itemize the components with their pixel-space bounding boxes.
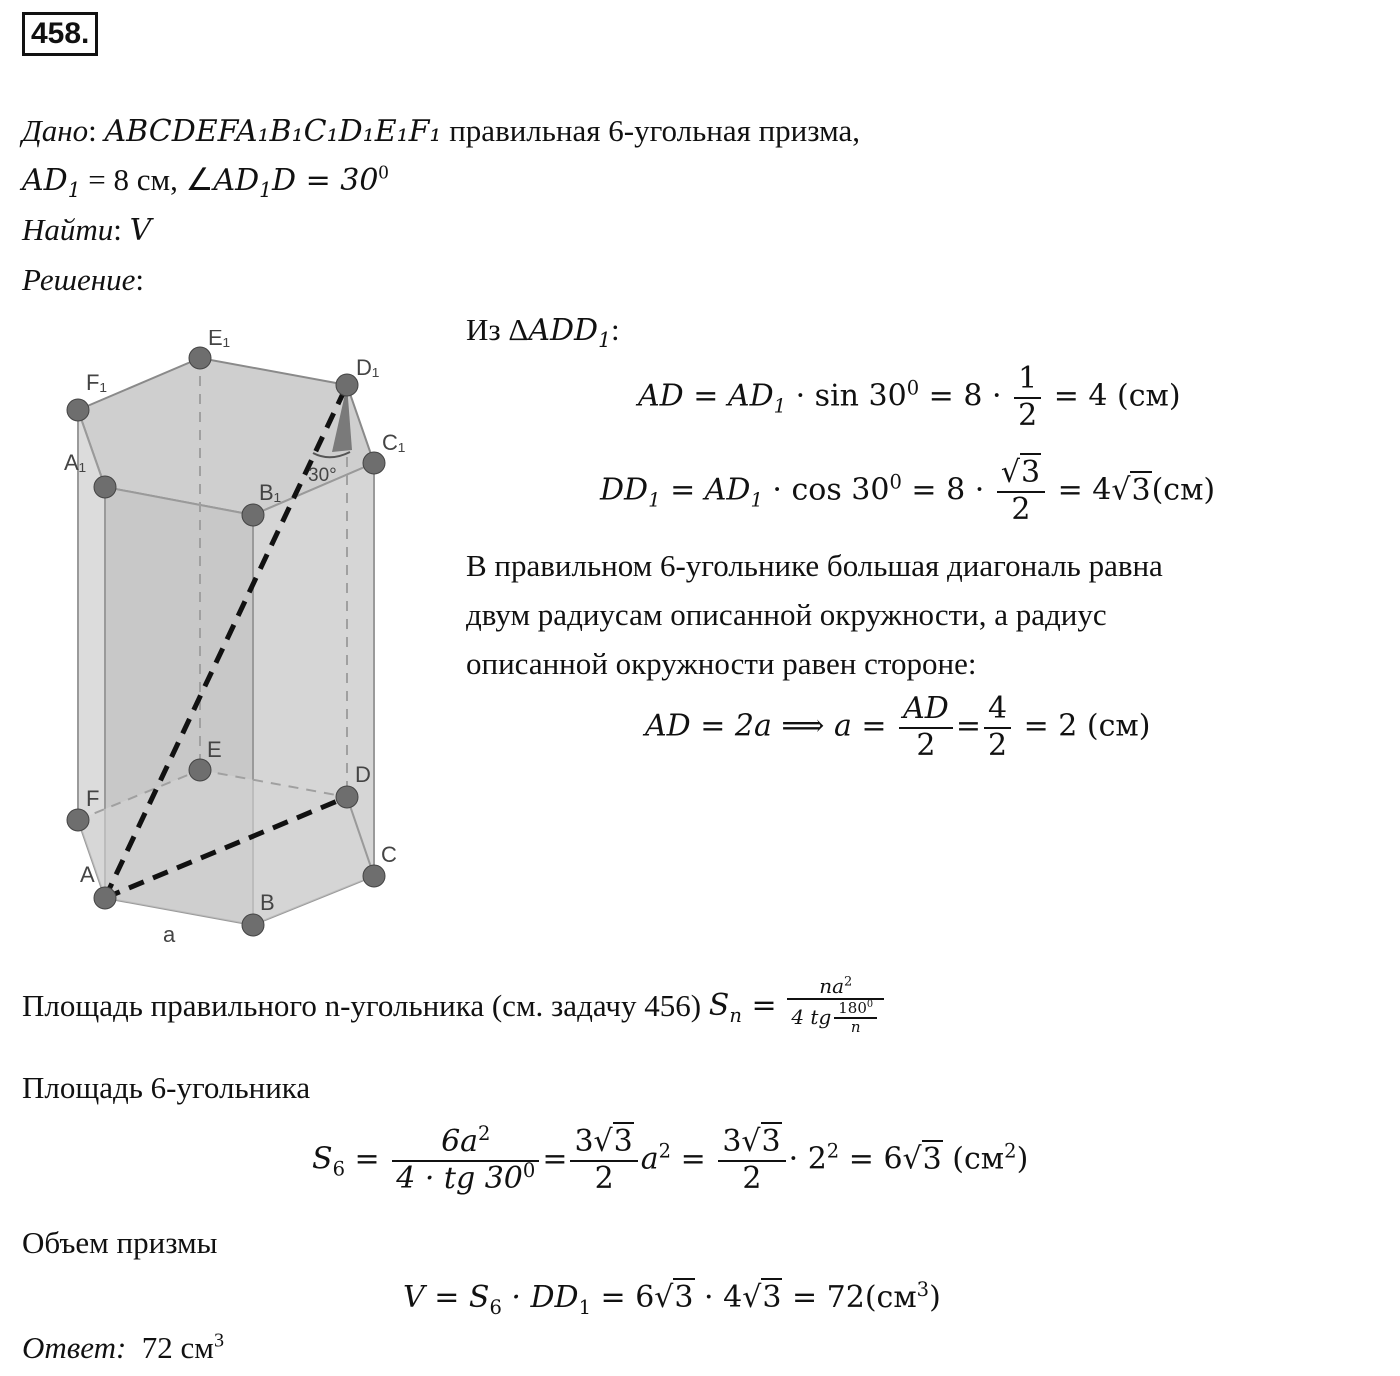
ad1-value: = 8 см, ∠: [88, 162, 214, 197]
eq-ad-num: 1: [1014, 362, 1041, 399]
label-f: F: [86, 786, 100, 811]
eq-ad-den: 2: [1018, 397, 1038, 433]
eq-s6-mid: a: [640, 1141, 659, 1177]
given-label: Дано: [22, 113, 89, 148]
eq-ad-lhs: AD = AD: [638, 378, 774, 414]
eq-s6-sub: 6: [332, 1157, 345, 1181]
area-n-sub: n: [729, 1004, 742, 1028]
volume-line: Объем призмы: [22, 1225, 218, 1260]
area-n-den-den: n: [850, 1018, 861, 1037]
equation-ad: AD = $AD_1 \cdot \sin 30^0 = 8$ · $\frac{1}{2}$ = 4 (см): [638, 361, 1181, 433]
triangle-prefix: Из Δ: [466, 312, 529, 347]
eq-s6-n2: 3: [574, 1124, 594, 1159]
eq-ad-result: = 4 (см): [1053, 378, 1181, 414]
eq-ad-mid: · sin 30: [786, 378, 907, 414]
eq-v-mid-sub: 1: [578, 1296, 591, 1319]
paragraph-line-2: двум радиусам описанной окружности, а радиус: [466, 597, 1107, 632]
triangle-name: ADD: [528, 313, 599, 348]
label-d1: D₁: [356, 355, 380, 380]
label-side-a: a: [163, 922, 176, 947]
find-line: Найти: V: [22, 212, 152, 248]
eq-dd-num: 3: [1020, 455, 1041, 490]
eq-s6-symbol: S: [312, 1141, 333, 1177]
angle-degree: 0: [378, 161, 389, 184]
eq-s6-d2: 2: [594, 1160, 614, 1196]
area-n-line: Площадь правильного n-угольника (см. задачу 456) $S_n$ = $na^2$ 4 tg $\frac{180^0}{n}$: [22, 975, 887, 1037]
eq-v-mid2: = 6: [591, 1280, 655, 1315]
eq-a-num1: AD: [899, 692, 953, 729]
label-a1: A₁: [64, 450, 87, 475]
given-line-2: $AD_1 = 8$ см, $\angle AD_1D = 30^0$: [22, 161, 389, 203]
eq-a-num2: 4: [984, 692, 1011, 729]
label-e1: E₁: [208, 330, 231, 350]
eq-s6-result-rad: 3: [922, 1141, 942, 1177]
triangle-line: [466, 312, 620, 353]
area-n-den-num: 180: [838, 999, 867, 1017]
eq-a-result: = 2 (см): [1023, 708, 1151, 744]
answer-label: Ответ:: [22, 1330, 127, 1365]
ad1-symbol: AD: [22, 163, 68, 198]
prism-description: правильная 6-угольная призма,: [449, 113, 860, 148]
eq-dd-den: 2: [1011, 491, 1031, 527]
equation-a: AD = 2a ⟹ a = $\frac{AD}{2}$ = $\frac{4}{2}$ = 2 (см): [645, 691, 1151, 763]
problem-number: 458.: [22, 12, 98, 56]
angle-symbol: AD: [213, 163, 260, 198]
eq-dd-lhs: DD: [600, 472, 649, 508]
eq-dd-mid: · cos 30: [762, 472, 890, 508]
eq-s6-n3: 3: [722, 1124, 742, 1159]
label-c: C: [381, 842, 397, 867]
label-c1: C₁: [382, 430, 406, 455]
eq-a-den1: 2: [916, 727, 936, 763]
eq-dd-mid2: = 8 ·: [901, 472, 985, 508]
eq-dd-unit: (см): [1151, 472, 1216, 508]
find-value: V: [129, 213, 152, 248]
area-n-num: na: [819, 974, 844, 998]
solution-line: Решение:: [22, 262, 144, 297]
label-f1: F₁: [86, 370, 107, 395]
eq-v-lhs: V = S: [403, 1280, 490, 1315]
paragraph-line-3: описанной окружности равен стороне:: [466, 646, 977, 681]
eq-dd-result: = 4: [1057, 472, 1112, 508]
eq-s6-result: = 6: [848, 1141, 903, 1177]
eq-v-r2: 3: [762, 1280, 782, 1315]
equation-s6: $S_6$ = $\frac{6a^2}{4 \cdot tg 30^0}$ = $\frac{3√3}{2}$ $a^2$ = $\frac{3√3}{2}$ · $2^2 = 6√3$ $(см^2)$: [312, 1122, 1029, 1196]
area-n-symbol: S: [708, 988, 730, 1024]
label-b1: B₁: [259, 480, 282, 505]
triangle-suffix: :: [610, 312, 620, 347]
eq-v-result: = 72(см: [782, 1280, 917, 1315]
eq-v-result-end: ): [929, 1280, 941, 1315]
solution-label: Решение: [22, 262, 136, 297]
area-n-text: Площадь правильного n-угольника (см. задачу 456): [22, 987, 702, 1023]
eq-s6-n1: 6a: [441, 1124, 479, 1159]
eq-ad-mid2: = 8 ·: [919, 378, 1002, 414]
eq-a-lhs: AD = 2a ⟹ a =: [645, 708, 887, 744]
eq-v-sub: 6: [489, 1296, 502, 1319]
eq-s6-unit-end: ): [1016, 1141, 1029, 1177]
eq-v-mid3: · 4: [694, 1280, 743, 1315]
eq-dd-lhs2: = AD: [660, 472, 751, 508]
eq-a-den2: 2: [987, 727, 1008, 763]
angle-value: D = 30: [272, 163, 379, 198]
eq-v-r1: 3: [674, 1280, 694, 1315]
triangle-sub: 1: [598, 328, 611, 353]
equation-dd: $DD_1 = AD_1 \cdot \cos 30^0 = 8$ · $\frac{√3}{2}$ = 4√3(см): [600, 455, 1216, 527]
paragraph-line-1: В правильном 6-угольнике большая диагональ равна: [466, 548, 1163, 583]
find-label: Найти: [22, 212, 114, 247]
eq-s6-d3: 2: [742, 1160, 762, 1196]
given-line-1: Дано: ABCDEFA₁B₁C₁D₁E₁F₁ правильная 6-угольная призма,: [22, 113, 860, 149]
label-b: B: [260, 890, 275, 915]
eq-v-mid: · DD: [501, 1280, 579, 1315]
label-d: D: [355, 762, 371, 787]
label-a: A: [80, 862, 95, 887]
label-e: E: [207, 737, 222, 762]
label-angle: 30°: [308, 465, 337, 486]
answer-value: 72 см: [141, 1330, 214, 1365]
prism-name: ABCDEFA₁B₁C₁D₁E₁F₁: [104, 114, 442, 149]
answer-line: Ответ: 72 $см^3$: [22, 1329, 225, 1365]
equation-v: $V = S_6 \cdot DD_1 = 6√3 \cdot 4√3 = 72(см^3)$: [403, 1278, 941, 1319]
area6-line: Площадь 6-угольника: [22, 1070, 311, 1105]
area-n-den-pre: 4 tg: [791, 1004, 832, 1029]
eq-s6-d1: 4 · tg 30: [396, 1160, 523, 1196]
eq-s6-tail: · 2: [788, 1141, 827, 1177]
prism-figure: [40, 330, 440, 950]
eq-dd-result-rad: 3: [1131, 472, 1151, 508]
eq-s6-unit: (см: [952, 1141, 1005, 1177]
